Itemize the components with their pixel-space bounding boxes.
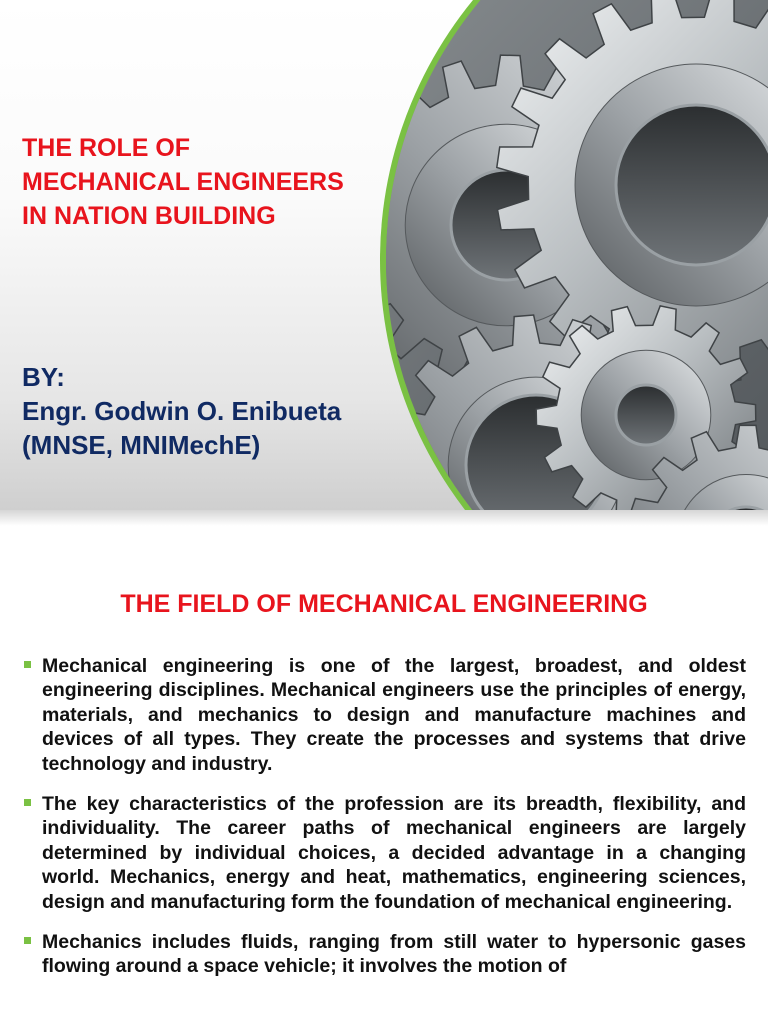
bullet-item xyxy=(22,654,746,776)
bullet-text: Mechanical engineering is one of the largest, broadest, and oldest engineering disciplines. Mechanical engineers use the principles of energy, materials, and mechanics to design and manufacture machines and devices of all types. They create the processes and systems that drive technology and industry. xyxy=(42,655,746,775)
title-line: IN NATION BUILDING xyxy=(22,202,276,230)
square-bullet-icon xyxy=(24,661,31,668)
bullet-text: The key characteristics of the profession are its breadth, flexibility, and individuality. The career paths of mechanical engineers are largely determined by individual choices, a decided advantage in a changing world. Mechanics, energy and heat, mathematics, engineering sciences, design and manufacturing form the foundation of mechanical engineering. xyxy=(42,793,746,913)
title-line: THE ROLE OF xyxy=(22,134,191,162)
title-slide xyxy=(0,0,768,510)
square-bullet-icon xyxy=(24,799,31,806)
bullet-item xyxy=(22,930,746,979)
gears-illustration xyxy=(386,0,768,510)
square-bullet-icon xyxy=(24,937,31,944)
presentation-title xyxy=(22,131,442,233)
slide-divider xyxy=(0,510,768,536)
bullet-item xyxy=(22,792,746,914)
bullet-list xyxy=(22,654,746,995)
content-slide xyxy=(0,536,768,1024)
author-credentials: (MNSE, MNIMechE) xyxy=(22,430,261,460)
gears-image xyxy=(386,0,768,510)
title-line: MECHANICAL ENGINEERS xyxy=(22,168,344,196)
slide-heading: THE FIELD OF MECHANICAL ENGINEERING xyxy=(120,590,648,618)
bullet-text: Mechanics includes fluids, ranging from still water to hypersonic gases flowing around a space vehicle; it involves the motion of xyxy=(42,931,746,978)
author-block xyxy=(22,360,442,462)
author-by-label: BY: xyxy=(22,362,65,392)
author-name: Engr. Godwin O. Enibueta xyxy=(22,396,342,426)
